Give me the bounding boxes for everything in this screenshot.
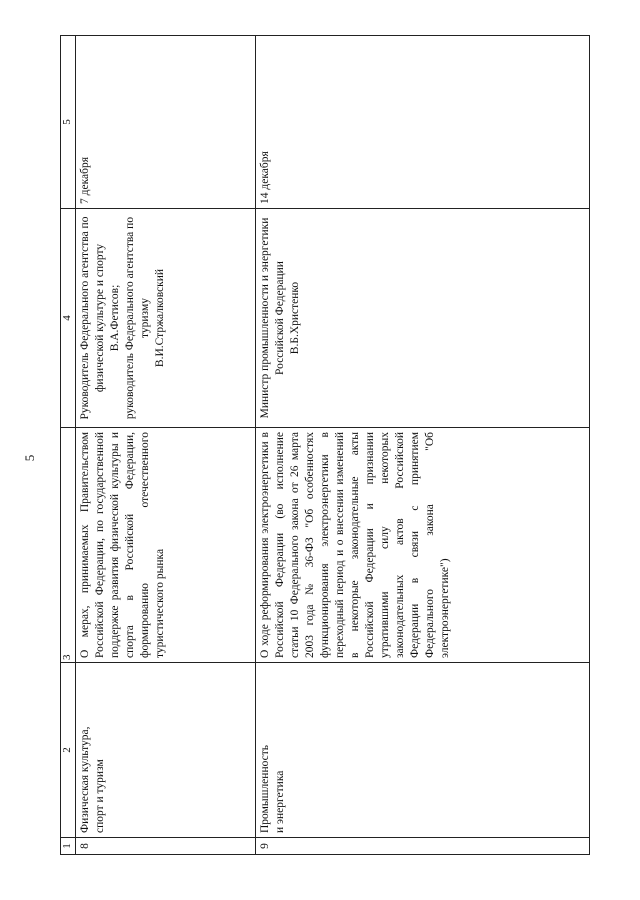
speaker-cell: Министр промышленности и энергетики Российской Федерации В.Б.Христенко [256, 209, 590, 428]
header-col-5: 5 [61, 36, 76, 209]
header-col-4: 4 [61, 209, 76, 428]
table-row [256, 36, 590, 855]
header-col-3: 3 [61, 428, 76, 663]
header-col-1: 1 [61, 838, 76, 855]
header-row [61, 36, 76, 855]
date-cell: 14 декабря [256, 36, 590, 209]
page-number: 5 [22, 454, 37, 462]
sector-cell: Промышленность и энергетика [256, 663, 590, 838]
row-number: 8 [76, 838, 256, 855]
row-number: 9 [256, 838, 590, 855]
header-col-2: 2 [61, 663, 76, 838]
table-row [76, 36, 256, 855]
sector-cell: Физическая культура, спорт и туризм [76, 663, 256, 838]
topic-cell: О ходе реформирования электроэнергетики в Российской Федерации (во исполнение статьи 10 Федерального закона от 26 марта 2003 года № 36-ФЗ "Об особенностях функционирования электроэнергетики в переходный период и о внесении изменений в некоторые законодательные акты Российской Федерации и признании утратившими силу некоторых законодательных актов Российской Федерации в связи с принятием Федерального закона "Об электроэнергетике") [256, 428, 590, 663]
speaker-cell: Руководитель Федерального агентства по физической культуре и спорту В.А.Фетисов; руководитель Федерального агентства по туризму В.И.Стржалковский [76, 209, 256, 428]
topic-cell: О мерах, принимаемых Правительством Российской Федерации, по государственной поддержке развития физической культуры и спорта в Российской Федерации, формированию отечественного туристического рынка [76, 428, 256, 663]
agenda-table [60, 35, 590, 855]
rotated-table-container [60, 45, 590, 855]
date-cell: 7 декабря [76, 36, 256, 209]
